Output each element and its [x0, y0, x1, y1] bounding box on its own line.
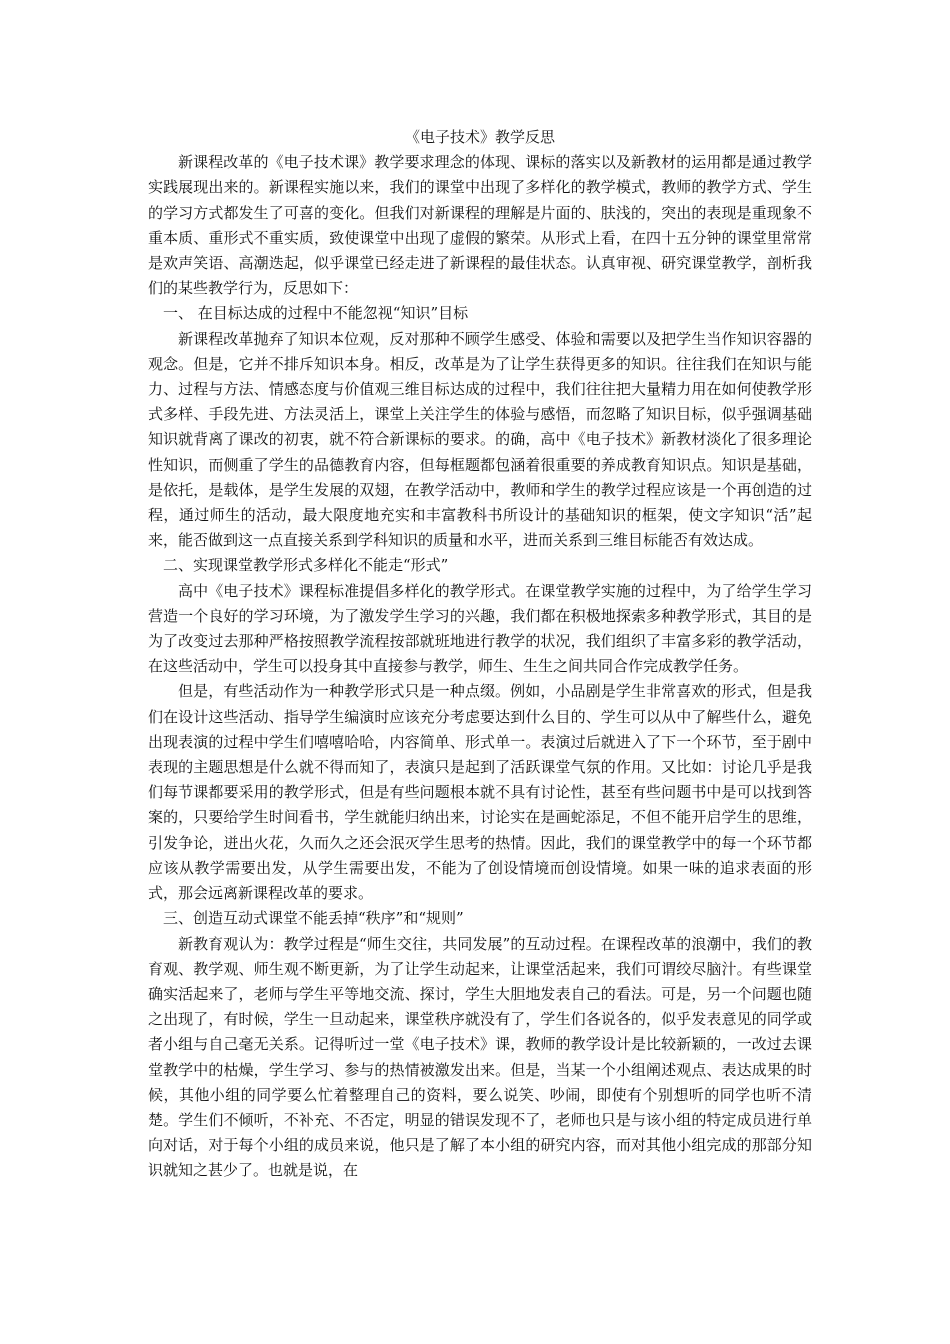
paragraph-section-3: 新教育观认为：教学过程是“师生交往，共同发展”的互动过程。在课程改革的浪潮中，我们的教育观、教学观、师生观不断更新，为了让学生动起来，让课堂活起来，我们可谓绞尽脑汁。有些课堂确实活起来了，老师与学生平等地交流、探讨，学生大胆地发表自己的看法。可是，另一个问题也随之出现了，有时候，学生一旦动起来，课堂秩序就没有了，学生们各说各的，似乎发表意见的同学或者小组与自己毫无关系。记得听过一堂《电子技术》课，教师的教学设计是比较新颖的，一改过去课堂教学中的枯燥，学生学习、参与的热情被激发出来。但是，当某一个小组阐述观点、表达成果的时候，其他小组的同学要么忙着整理自己的资料，要么说笑、吵闹，即使有个别想听的同学也听不清楚。学生们不倾听，不补充、不否定，明显的错误发现不了，老师也只是与该小组的特定成员进行单向对话，对于每个小组的成员来说，他只是了解了本小组的研究内容，而对其他小组完成的那部分知识就知之甚少了。也就是说，在 [148, 934, 812, 1180]
document-body [148, 125, 812, 1184]
section-heading-1: 一、 在目标达成的过程中不能忽视“知识”目标 [163, 304, 469, 323]
paragraph-section-1: 新课程改革抛弃了知识本位观，反对那种不顾学生感受、体验和需要以及把学生当作知识容器的观念。但是，它并不排斥知识本身。相反，改革是为了让学生获得更多的知识。往往我们在知识与能力、过程与方法、情感态度与价值观三维目标达成的过程中，我们往往把大量精力用在如何使教学形式多样、手段先进、方法灵活上，课堂上关注学生的体验与感悟，而忽略了知识目标，似乎强调基础知识就背离了课改的初衷，就不符合新课标的要求。的确，高中《电子技术》新教材淡化了很多理论性知识，而侧重了学生的品德教育内容，但每框题都包涵着很重要的养成教育知识点。知识是基础，是依托，是载体，是学生发展的双翅，在教学活动中，教师和学生的教学过程应该是一个再创造的过程，通过师生的活动，最大限度地充实和丰富教科书所设计的基础知识的框架，使文字知识“活”起来，能否做到这一点直接关系到学科知识的质量和水平，进而关系到三维目标能否有效达成。 [148, 329, 812, 550]
section-heading-2: 二、实现课堂教学形式多样化不能走“形式” [163, 556, 449, 575]
document-title: 《电子技术》教学反思 [404, 128, 555, 146]
paragraph-section-2a: 高中《电子技术》课程标准提倡多样化的教学形式。在课堂教学实施的过程中，为了给学生学习营造一个良好的学习环境，为了激发学生学习的兴趣，我们都在积极地探索多种教学形式，其目的是为了改变过去那种严格按照教学流程按部就班地进行教学的状况，我们组织了丰富多彩的教学活动，在这些活动中，学生可以投身其中直接参与教学，师生、生生之间共同合作完成教学任务。 [148, 581, 812, 676]
paragraph-section-2b: 但是，有些活动作为一种教学形式只是一种点缀。例如，小品剧是学生非常喜欢的形式，但是我们在设计这些活动、指导学生编演时应该充分考虑要达到什么目的、学生可以从中了解些什么，避免出现表演的过程中学生们嘻嘻哈哈，内容简单、形式单一。表演过后就进入了下一个环节，至于剧中表现的主题思想是什么就不得而知了，表演只是起到了活跃课堂气氛的作用。又比如：讨论几乎是我们每节课都要采用的教学形式，但是有些问题根本就不具有讨论性，甚至有些问题书中是可以找到答案的，只要给学生时间看书，学生就能归纳出来，讨论实在是画蛇添足，不但不能开启学生的思维，引发争论，迸出火花，久而久之还会泯灭学生思考的热情。因此，我们的课堂教学中的每一个环节都应该从教学需要出发，从学生需要出发，不能为了创设情境而创设情境。如果一味的追求表面的形式，那会远离新课程改革的要求。 [148, 682, 812, 903]
section-heading-3: 三、创造互动式课堂不能丢掉“秩序”和“规则” [163, 909, 464, 928]
paragraph-intro: 新课程改革的《电子技术课》教学要求理念的体现、课标的落实以及新教材的运用都是通过教学实践展现出来的。新课程实施以来，我们的课堂中出现了多样化的教学模式，教师的教学方式、学生的学习方式都发生了可喜的变化。但我们对新课程的理解是片面的、肤浅的，突出的表现是重现象不重本质、重形式不重实质，致使课堂中出现了虚假的繁荣。从形式上看，在四十五分钟的课堂里常常是欢声笑语、高潮迭起，似乎课堂已经走进了新课程的最佳状态。认真审视、研究课堂教学，剖析我们的某些教学行为，反思如下： [148, 153, 812, 298]
